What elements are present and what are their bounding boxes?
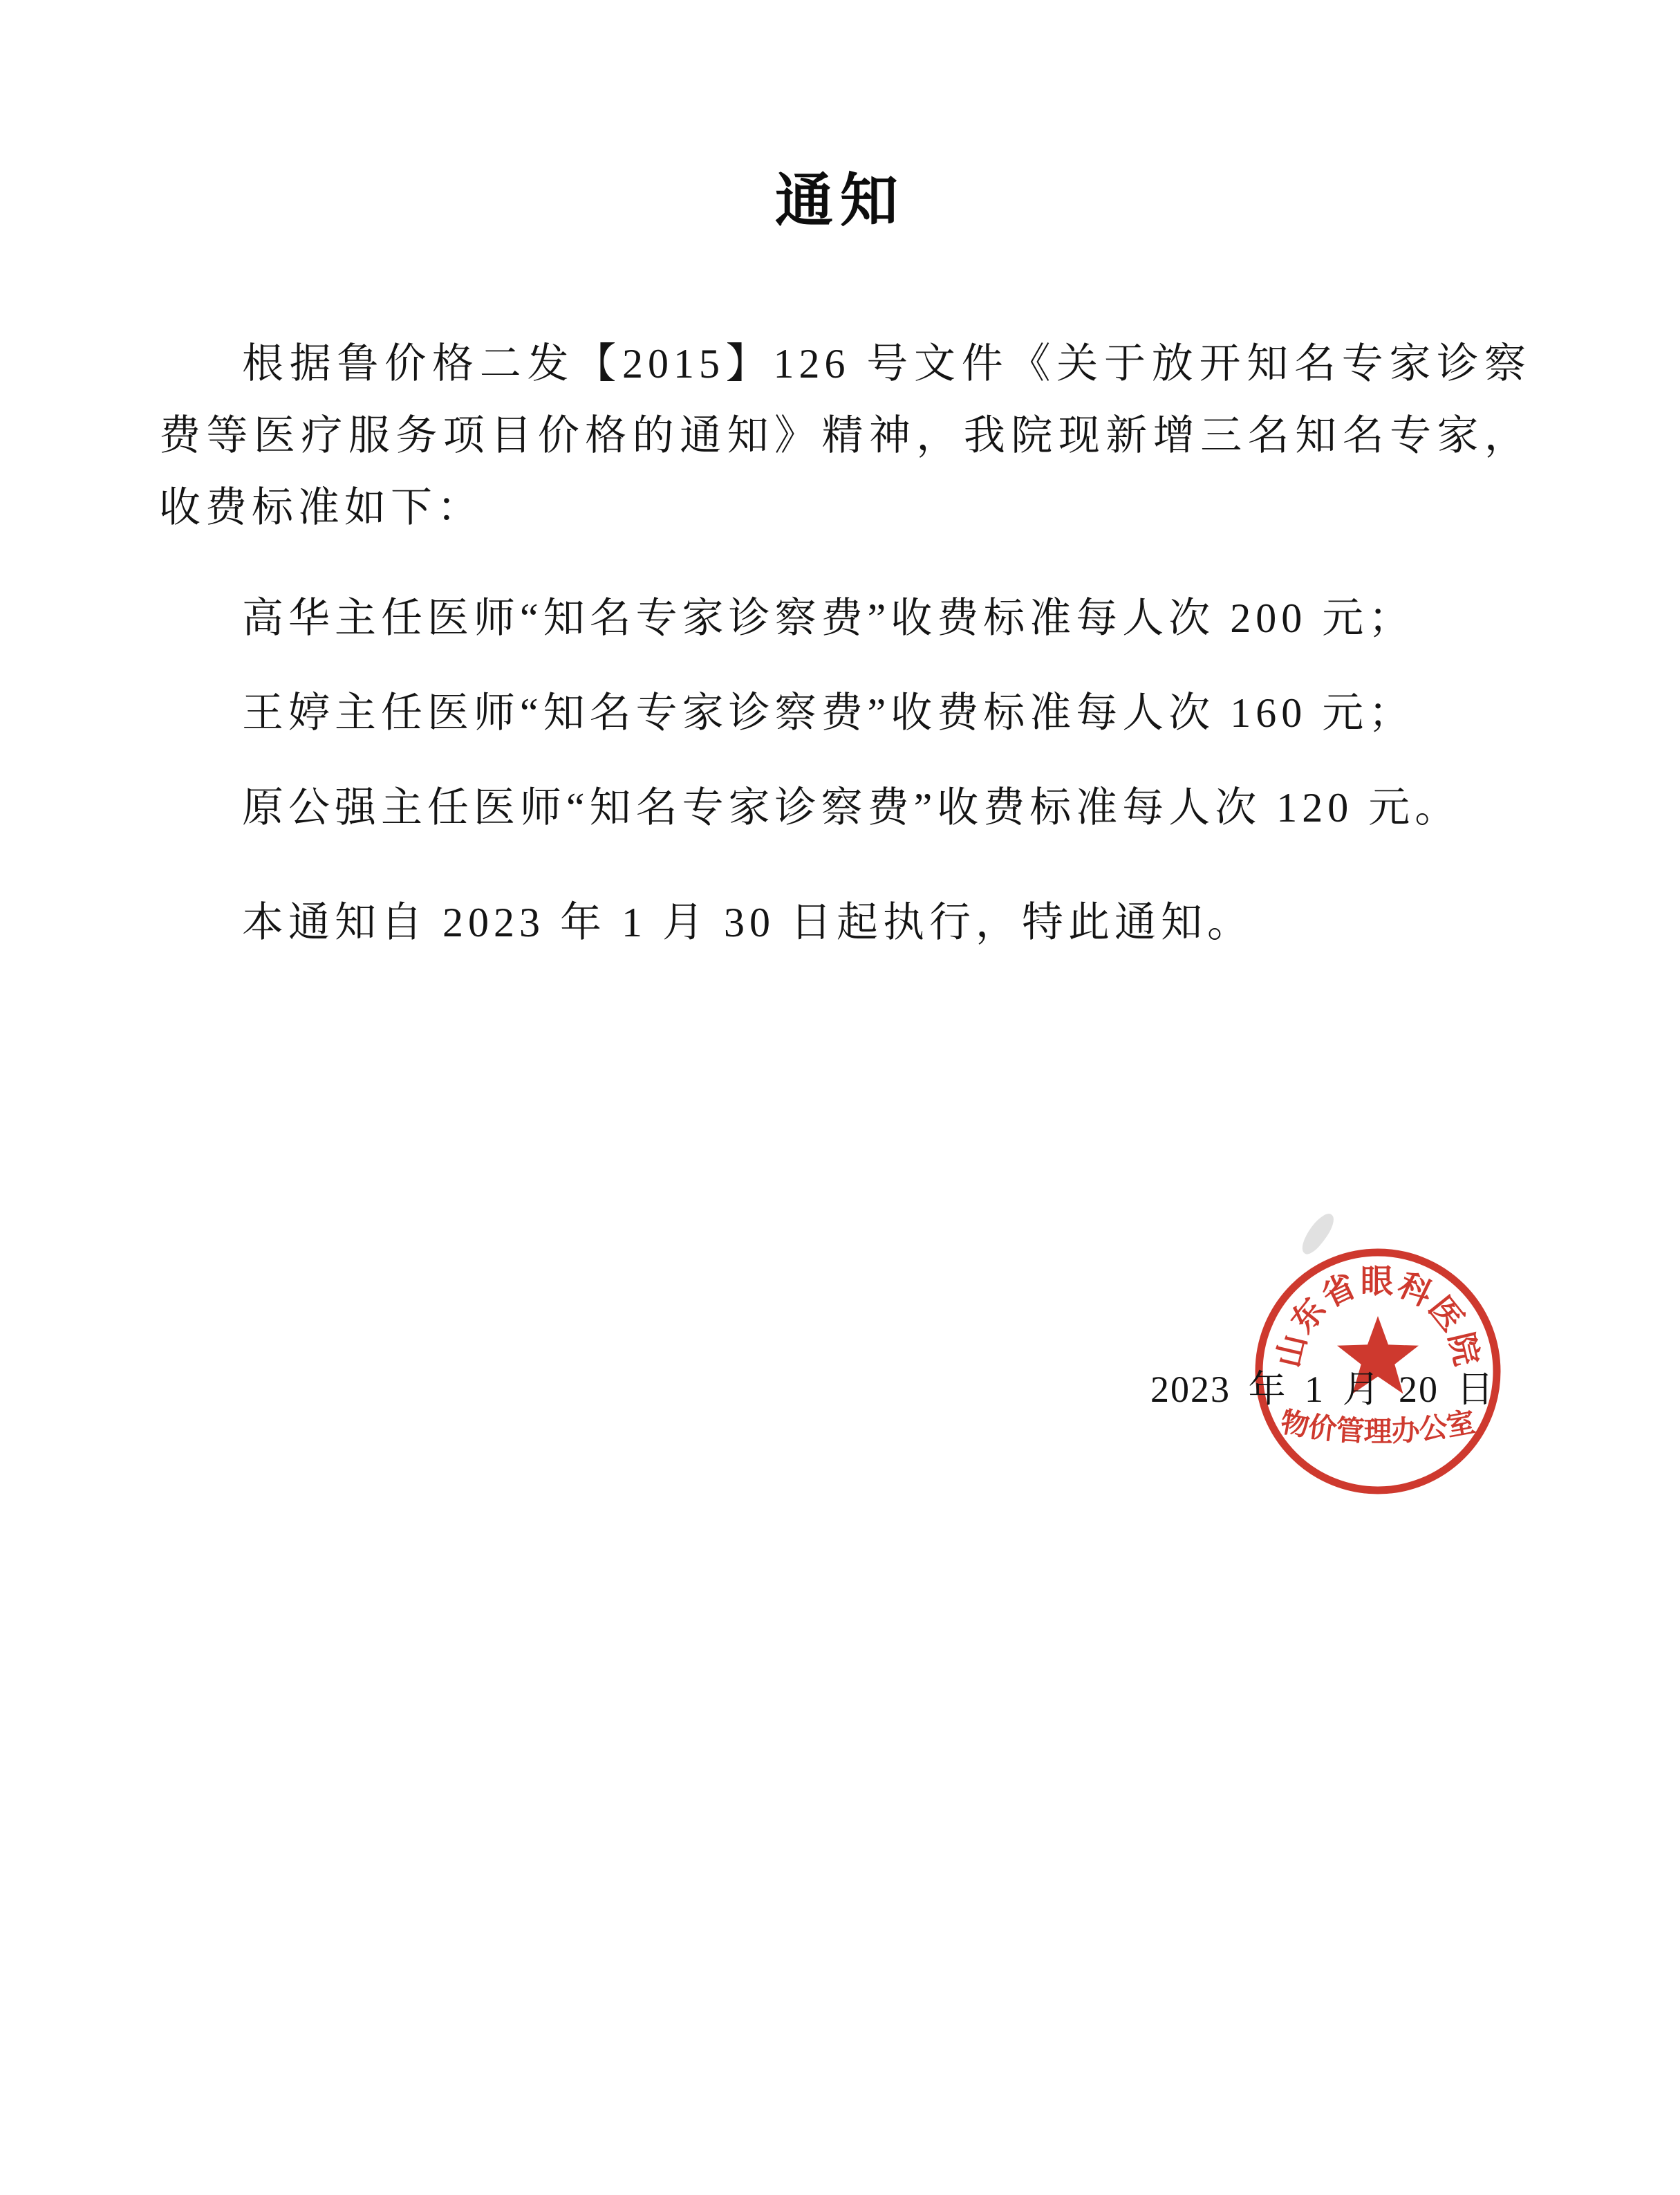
closing-paragraph: 本通知自 2023 年 1 月 30 日起执行，特此通知。 xyxy=(242,900,1253,945)
expert-fee-line-3: 原公强主任医师“知名专家诊察费”收费标准每人次 120 元。 xyxy=(242,785,1462,831)
document-page xyxy=(0,169,1680,2195)
seal-top-text: 山东省眼科医院 xyxy=(1271,1264,1485,1371)
intro-paragraph: 根据鲁价格二发【2015】126 号文件《关于放开知名专家诊察费等医疗服务项目价格的通知》精神，我院现新增三名知名专家，收费标准如下： xyxy=(159,341,1531,530)
document-title: 通知 xyxy=(774,169,905,234)
seal-bottom-text: 物价管理办公室 xyxy=(1278,1405,1478,1447)
document-body xyxy=(159,328,1531,958)
expert-fee-line-2: 王婷主任医师“知名专家诊察费”收费标准每人次 160 元； xyxy=(242,690,1415,736)
issue-date: 2023 年 1 月 20 日 xyxy=(1150,1369,1495,1410)
expert-fee-line-1: 高华主任医师“知名专家诊察费”收费标准每人次 200 元； xyxy=(242,595,1415,641)
